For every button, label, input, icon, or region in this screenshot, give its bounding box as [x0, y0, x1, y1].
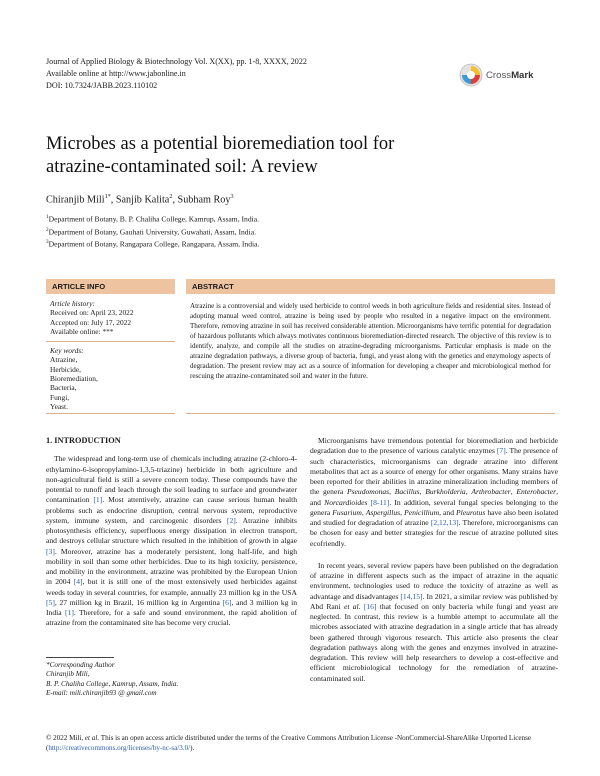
section-heading: 1. INTRODUCTION	[46, 436, 121, 445]
title-line-1: Microbes as a potential bioremediation tool for	[46, 134, 395, 154]
genus-name: Burkholderia	[425, 487, 466, 497]
keyword: Herbicide,	[50, 364, 81, 374]
corr-email[interactable]: E-mail: mili.chiranjib93 @ gmail.com	[46, 689, 157, 698]
journal-citation: Journal of Applied Biology & Biotechnology Vol. X(XX), pp. 1-8, XXXX, 2022	[46, 57, 307, 66]
journal-link[interactable]: http://www.jabonline.in	[109, 69, 186, 78]
genus-name: Arthrobacter	[471, 487, 511, 497]
citation-link[interactable]: [4]	[73, 577, 83, 587]
author-name: Sanjib Kalita	[115, 194, 170, 206]
journal-header	[46, 56, 426, 92]
affiliation	[46, 212, 466, 225]
affiliation-text: Department of Botany, Rangapara College, Rangapara, Assam, India.	[48, 239, 260, 249]
citation-link[interactable]: [5]	[46, 597, 55, 607]
genus-name: Fusarium	[332, 507, 362, 517]
crossmark-label	[486, 70, 533, 81]
affiliation-text: Department of Botany, B. P. Chaliha College, Kamrup, Assam, India.	[48, 214, 260, 224]
genus-name: Bacillus	[394, 487, 420, 497]
author-sup: 2	[169, 193, 173, 200]
citation-link[interactable]: [2,12,13]	[430, 518, 459, 527]
citation-link[interactable]: [7]	[496, 446, 506, 456]
citation-link[interactable]: [3]	[46, 546, 55, 556]
author-sup: 3	[230, 193, 234, 200]
introduction-column	[46, 436, 297, 629]
citation-link[interactable]: [6]	[222, 597, 232, 607]
article-info-box	[46, 279, 175, 414]
affiliation-sup: 3	[46, 239, 49, 246]
genus-name: Penicillium	[404, 507, 440, 517]
footnote-rule	[46, 657, 114, 658]
affiliation-sup: 1	[46, 214, 49, 220]
received-date: Received on: April 23, 2022	[50, 308, 134, 318]
crossmark-bold: Mark	[511, 69, 534, 81]
available-date: Available online: ***	[50, 326, 114, 336]
abstract-box	[186, 279, 555, 414]
article-title	[46, 133, 546, 178]
citation-link[interactable]: [8-11]	[370, 497, 390, 507]
intro-paragraph: The widespread and long-term use of chemicals including atrazine (2-chloro-4-ethylamino-6-isopropylamino-1,3,5-triazine) herbicide in both agriculture and non-agricultural field is still a severe concern today. These compounds have the potential to runoff and leach through the soil leading to surface and groundwater contamination [1]. Most attentively, atrazine can cause serious human health problems such as endocrine disruption, central nervous system, reproductive system, immune system, and carcinogenic disorders [2]. Atrazine inhibits photosynthesis efficiency, superfluous energy dissipation in electron transport, and destroys cellular structure which resulted in the inhibition of growth in algae [3]. Moreover, atrazine has a moderately persistent, long half-life, and high mobility in soil than some other herbicides. Due to its high toxicity, persistence, and mobility in the environment, atrazine was prohibited by the European Union in 2004 [4], but it is still one of the most extensively used herbicides against weeds today in several countries, for example, annually 23 million kg in the USA [5], 27 million kg in Brazil, 16 million kg in Argentina [6], and 3 million kg in India [1]. Therefore, for a safe and sound environment, the rapid abolition of atrazine from the contaminated site has become very crucial.	[46, 454, 298, 628]
keyword: Fungi,	[50, 392, 70, 402]
affiliation-text: Department of Botany, Gauhati University, Guwahati, Assam, India.	[48, 227, 256, 237]
keywords-label: Key words:	[50, 346, 84, 356]
genus-name: Pseudomonas	[346, 487, 390, 497]
corr-name: Chiranjib Mili,	[46, 670, 90, 679]
citation-link[interactable]: [1]	[65, 608, 74, 617]
accepted-date: Accepted on: July 17, 2022	[50, 317, 132, 327]
title-line-2: atrazine-contaminated soil: A review	[46, 156, 318, 177]
body-paragraph: Microorganisms have tremendous potential for bioremediation and herbicide degradation due to the presence of various catalytic enzymes [7]. The presence of such characteristics, microorganisms can degrade atrazine into different metabolites that act as a source of energy for other organisms. Many strains have been reported for their abilities in atrazine mineralization including members of the genera Pseudomonas, Bacillus, Burkholderia, Arthrobacter, Enterobacter, and Norcardioides [8-11]. In addition, several fungal species belonging to the genera Fusarium, Aspergillus, Penicillium, and Pleurotus have also been isolated and studied for degradation of atrazine [2,12,13]. Therefore, microorganisms can be chosen for easy and better strategies for the rescue of atrazine polluted sites ecofriendly.	[310, 436, 559, 548]
crossmark-badge[interactable]	[459, 62, 559, 88]
affiliation-sup: 2	[46, 226, 49, 233]
corr-address: B. P. Chaliha College, Kamrup, Assam, India.	[46, 679, 179, 688]
license-link[interactable]: http://creativecommons.org/licenses/by-nc-sa/3.0/	[48, 743, 191, 752]
history-label: Article history:	[50, 299, 95, 308]
genus-name: Norcardioides	[324, 497, 368, 507]
affiliations	[46, 212, 466, 250]
citation-link[interactable]: [2]	[226, 515, 236, 525]
author-name: Chiranjib Mili	[46, 194, 105, 206]
corr-label: *Corresponding Author	[46, 661, 115, 669]
crossmark-light: Cross	[486, 69, 512, 81]
citation-link[interactable]: [1]	[93, 495, 103, 505]
divider	[46, 341, 175, 342]
journal-availability	[46, 68, 426, 80]
article-info-body	[46, 294, 175, 411]
genus-name: Aspergillus	[365, 507, 401, 517]
corresponding-author	[46, 657, 297, 699]
keyword: Bacteria,	[50, 383, 77, 393]
affiliation	[46, 225, 466, 238]
doi: DOI: 10.7324/JABB.2023.110102	[46, 81, 158, 90]
body-paragraph: In recent years, several review papers have been published on the degradation of atrazine in different aspects such as the impact of atrazine in the aquatic environment, technologies used to reduce the toxicity of atrazine as well as advantage and disadvantages [14,15]. In 2021, a similar review was published by Abd Rani et al. [16] that focused on only bacteria while fungi and yeast are neglected. In contrast, this review is a humble attempt to accumulate all the microbes associated with atrazine degradation in a single article that has already been gathered through vigorous research. This article also presents the clear degradation pathways along with the genes and enzymes involved in atrazine-degradation. This review will help researchers to develop a cost-effective and efficient microbiological technology for the remediation of atrazine-contaminated soil.	[310, 560, 559, 683]
keyword: Bioremediation,	[50, 374, 98, 384]
keyword: Yeast.	[50, 401, 68, 411]
crossmark-icon	[459, 63, 483, 87]
genus-name: Pleurotus	[456, 507, 486, 517]
affiliation	[46, 237, 466, 250]
author-sup: 1*	[104, 193, 111, 200]
abstract-heading: ABSTRACT	[186, 279, 555, 294]
genus-name: Enterobacter	[516, 487, 557, 497]
et-al: et al.	[84, 734, 100, 742]
license-footer: © 2022 Mili, et al. This is an open access article distributed under the terms of the Creative Commons Attribution License -NonCommercial-ShareAlike Unported License (http://creativecommons.org/licenses/by-nc-sa/3.0/).	[46, 734, 531, 752]
abstract-text: Atrazine is a controversial and widely used herbicide to control weeds in both agriculture fields and residential sites. Instead of adopting manual weed control, atrazine is being used by people who resulted in a negative impact on the environment. Therefore, removing atrazine in soil has received considerable attention. Microorganisms have terrific potential for degradation of hazardous pollutants which always motivates continuous bioremediation-directed research. The objective of this review is to identify, analyze, and compile all the studies on atrazine-degrading microorganisms. Particular emphasis is made on the atrazine degradation pathways, a diverse group of bacteria, fungi, and yeast along with the genetics and enzymology aspects of degradation. The present review may act as a source of information for developing a cheaper and microbiological method for rescuing the atrazine-contaminated soil and water in the future.	[190, 302, 551, 380]
citation-link[interactable]: [16]	[363, 601, 377, 611]
article-info-heading: ARTICLE INFO	[46, 279, 175, 294]
author-list: Chiranjib Mili$^{1*}$, Sanjib Kalita$^2$, Subham Roy$^3$	[46, 193, 234, 206]
online-prefix: Available online at	[46, 69, 110, 78]
et-al: et al.	[343, 601, 361, 611]
keyword: Atrazine,	[50, 355, 78, 365]
citation-link[interactable]: [14,15]	[400, 591, 423, 601]
author-name: Subham Roy	[177, 194, 231, 206]
right-column	[310, 436, 558, 684]
